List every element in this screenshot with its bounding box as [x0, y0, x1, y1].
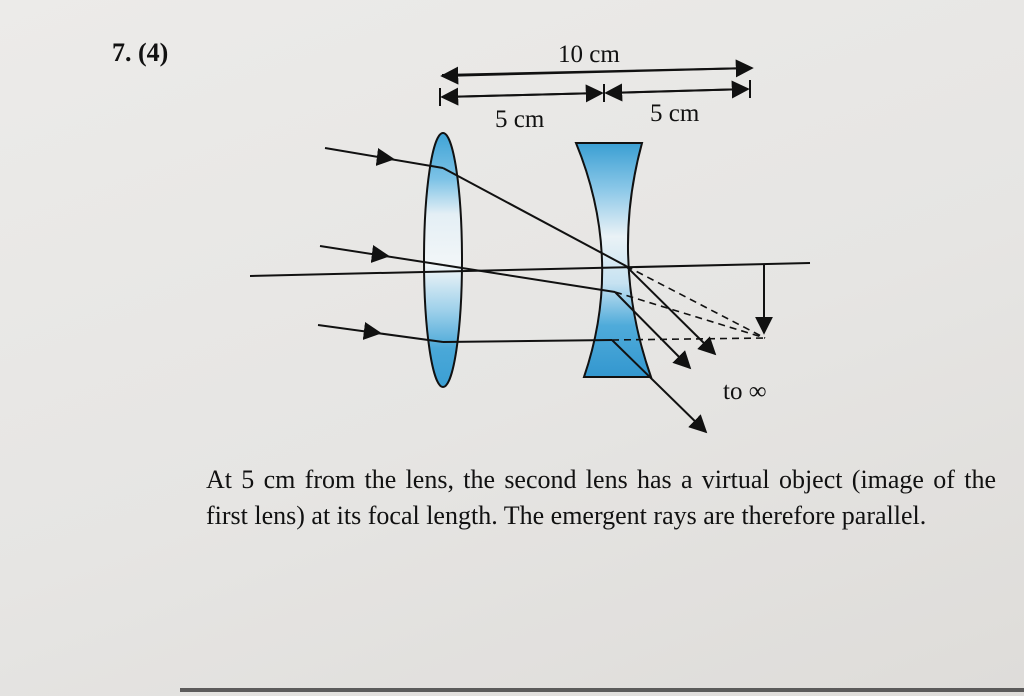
dimension-halves — [440, 80, 750, 106]
principal-axis — [250, 263, 810, 276]
question-number: 7. (4) — [112, 38, 169, 67]
explanation-text: At 5 cm from the lens, the second lens has a virtual object (image of the first lens) at its focal length. The emergent rays are therefore parallel. — [206, 465, 996, 530]
total-distance-label: 10 cm — [558, 41, 620, 68]
dimension-total — [442, 68, 752, 76]
convex-lens — [424, 133, 462, 387]
page-edge — [180, 688, 1024, 692]
infinity-label: to ∞ — [723, 378, 767, 405]
right-distance-label: 5 cm — [650, 100, 700, 127]
left-distance-label: 5 cm — [495, 106, 545, 133]
